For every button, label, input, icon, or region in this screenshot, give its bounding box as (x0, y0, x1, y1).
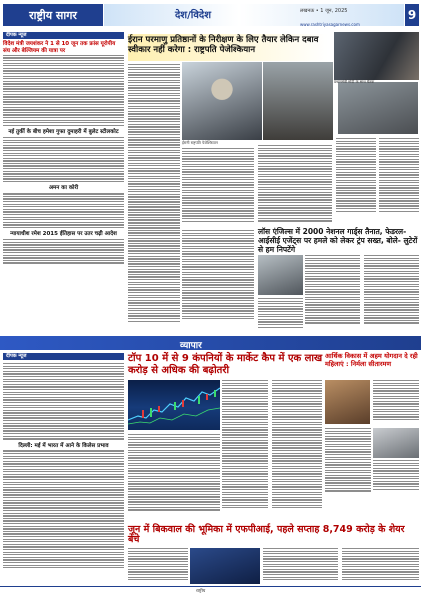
website-url: www.rashtriyasagarnews.com (300, 22, 360, 27)
article-column (182, 230, 254, 321)
news-tag: दीपक न्यूज (3, 32, 124, 39)
article-column (379, 138, 419, 213)
page-number: 9 (405, 4, 419, 26)
article-column (373, 380, 419, 422)
page-header (0, 0, 421, 30)
left-column (3, 32, 124, 334)
article-column (258, 298, 303, 329)
article-column (373, 460, 419, 491)
article-column (128, 548, 188, 582)
article-column (305, 255, 360, 325)
top-right-photo (334, 32, 419, 80)
article-column (336, 138, 376, 213)
article-column (258, 145, 332, 223)
section-title: देश/विदेश (175, 10, 212, 21)
business-side-headline: आर्थिक विकास में अहम योगदान दे रही महिलाएं : निर्मला सीतारमण (325, 352, 418, 368)
market-photo (190, 548, 260, 584)
article-column (222, 380, 268, 510)
article-column (342, 548, 419, 582)
secondary-photo (263, 62, 333, 140)
article-column (325, 428, 371, 493)
story-photo (258, 255, 303, 295)
footer-mark: राष्ट्रीय (196, 589, 206, 594)
left-headline: विदेश मंत्री जयशंकर ने 1 से 10 जून तक फ्रांस यूरोपीय संघ और बेल्जियम की यात्रा पर (3, 41, 116, 54)
left-subhead-2: अमन का कोरी (48, 185, 79, 192)
photo-caption: ईरानी राष्ट्रपति पेजेश्कियान (182, 140, 218, 145)
event-photo (373, 428, 419, 458)
minister-photo (325, 380, 370, 424)
article-column (263, 548, 338, 582)
business-section-band (0, 336, 421, 350)
business-bottom-headline: जून में बिकवाल की भूमिका में एफपीआई, पहले सप्ताह 8,749 करोड़ के शेयर बेचे (128, 524, 405, 546)
article-text-block (3, 137, 124, 182)
mid-story-headline: लॉस एंजिल्स में 2000 नेशनल गार्ड्स तैनात, फेडरल-आईसीई एजेंट्स पर हमले को लेकर ट्रंप सख्त, बोले- लुटेरों से हम निपटेंगे (258, 227, 418, 254)
business-subhead: दिल्ली: मई में भारत में आने के किलेस प्रभाव (18, 442, 109, 449)
lead-headline: ईरान परमाणु प्रतिष्ठानों के निरीक्षण के लिए तैयार लेकिन दबाव स्वीकार नहीं करेगा : राष्ट्रपति पेजेश्कियान (128, 35, 319, 56)
small-photo (338, 82, 418, 134)
article-text-block (3, 55, 124, 126)
article-text-block (3, 193, 124, 228)
article-column (272, 380, 322, 510)
page-footer (0, 586, 421, 595)
masthead-brand: राष्ट्रीय सागर (3, 4, 103, 26)
article-column (364, 255, 419, 325)
photo-caption: प्रधानमंत्री मोदी के साथ बैठक (334, 79, 375, 84)
business-left-column (3, 353, 124, 570)
business-section-label: व्यापार (180, 341, 202, 351)
news-tag: दीपक न्यूज (3, 353, 124, 360)
date-line: लखनऊ • 1 जून, 2025 (300, 8, 348, 14)
article-text-block (3, 239, 124, 264)
stock-chart-graphic (128, 380, 220, 430)
article-column (182, 148, 254, 223)
business-main-headline: टॉप 10 में से 9 कंपनियों के मार्केट कैप में एक लाख करोड़ से अधिक की बढ़ोतरी (128, 353, 323, 376)
stock-market-graphic (128, 380, 220, 430)
left-subhead-1: नई तुर्की के बीच हमेशा गुफ्त दुमाहरी में बुलेट स्टीलकोट (8, 129, 119, 136)
article-column (128, 434, 220, 512)
lead-photo (182, 62, 262, 140)
left-subhead-3: न्यायाधीश रमेश 2015 ईतिहास पर उतर चढ़ी आदेश (10, 231, 117, 238)
article-column (128, 196, 180, 323)
